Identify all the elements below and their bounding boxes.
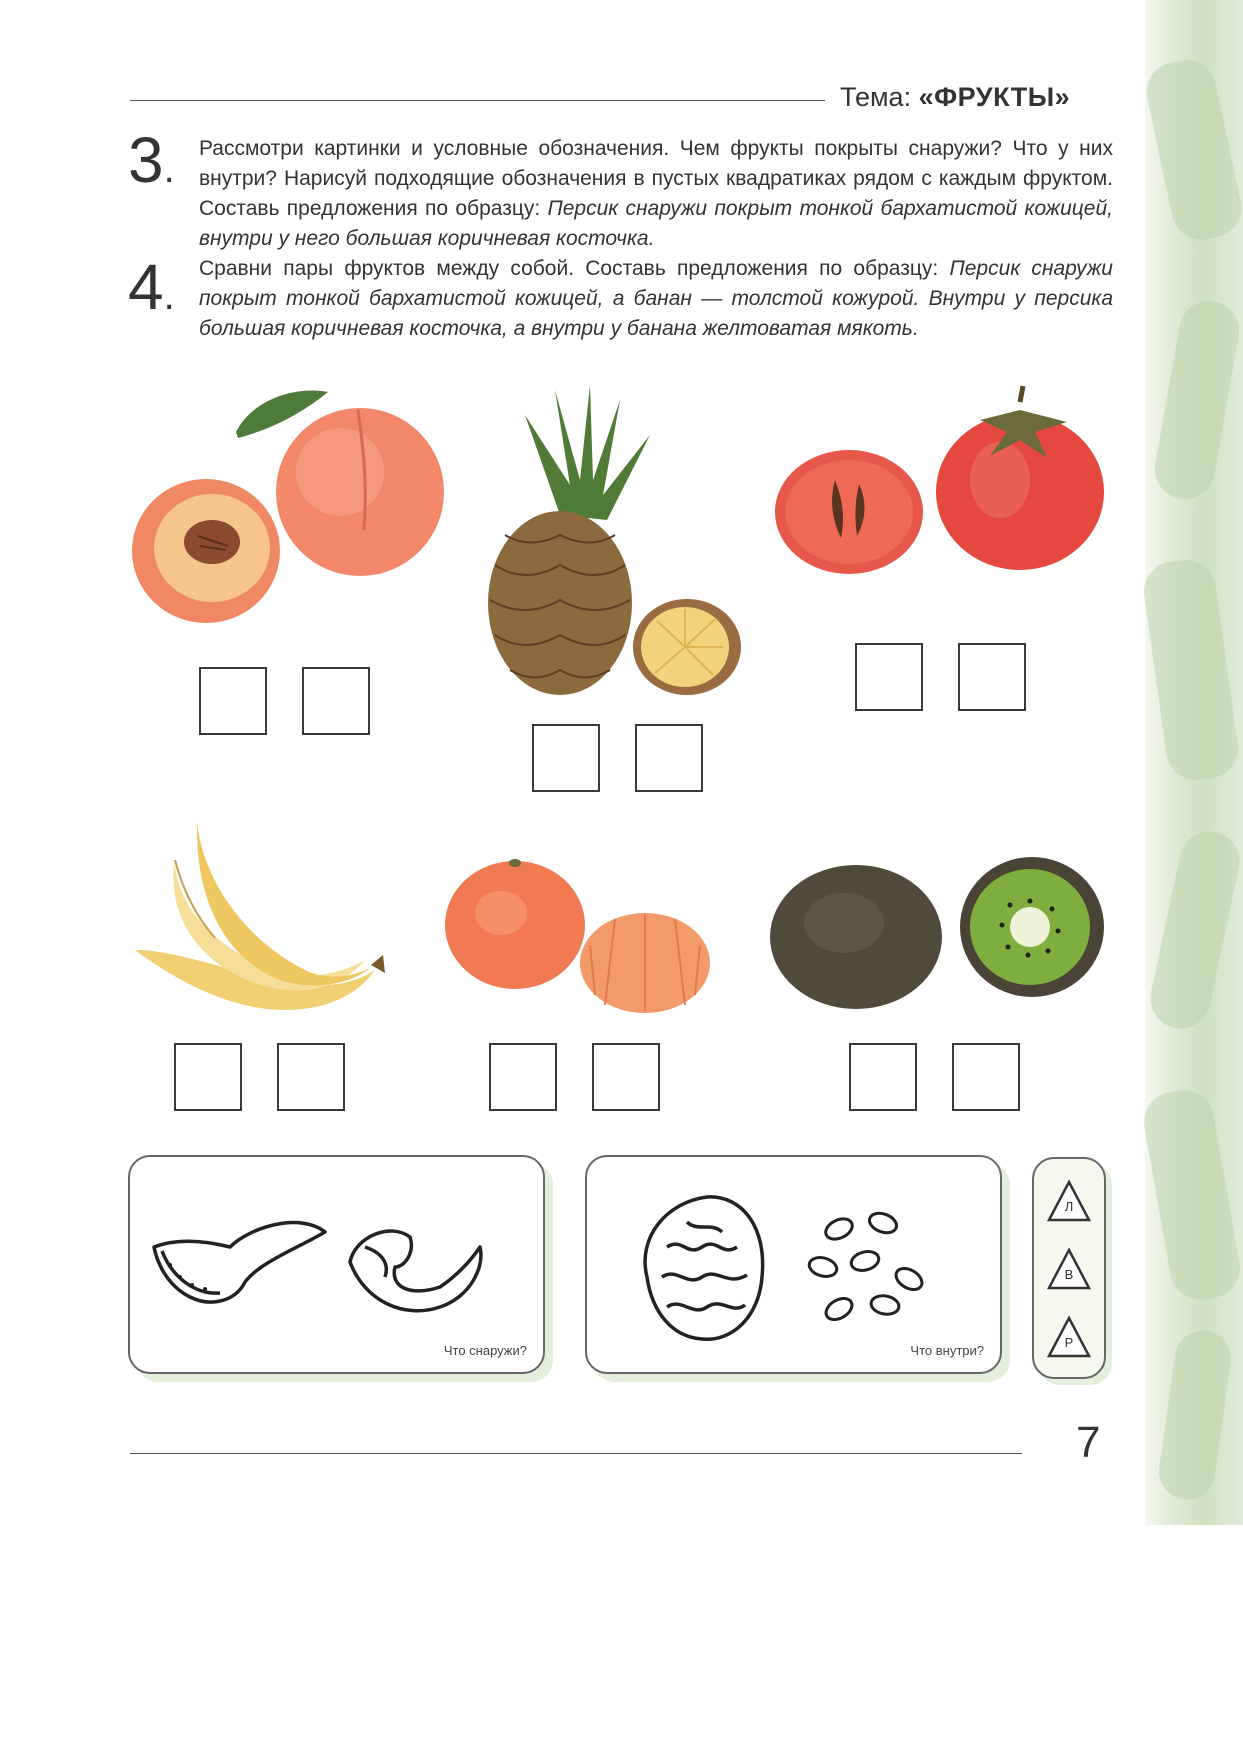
task-3-instructions: Рассмотри картинки и условные обозначения. Чем фрукты покрыты снаружи? Что у них внутри? Нарисуй подходящие обозначения в пустых квадратиках рядом с каждым фруктом. Составь предложения по образцу: [199,137,1113,220]
seed-icon [627,1187,967,1347]
page-number: 7 [1076,1418,1101,1467]
peach-illustration [128,380,458,630]
answer-box-kiwi-inside[interactable] [952,1043,1020,1111]
legend-inside-caption: Что внутри? [910,1343,984,1358]
answer-box-banana-inside[interactable] [277,1043,345,1111]
pineapple-illustration [485,385,755,695]
legend-inside-card [585,1155,1002,1374]
answer-box-persimmon-outside[interactable] [855,643,923,711]
answer-box-peach-inside[interactable] [302,667,370,735]
answer-box-kiwi-outside[interactable] [849,1043,917,1111]
answer-box-mandarin-outside[interactable] [489,1043,557,1111]
answer-box-banana-outside[interactable] [174,1043,242,1111]
peel-icon [150,1207,520,1327]
answer-box-peach-outside[interactable] [199,667,267,735]
topic-value: «ФРУКТЫ» [918,82,1071,112]
legend-outside-card [128,1155,545,1374]
task-3-text [199,134,1113,254]
header-rule [130,100,825,101]
footer-rule [130,1453,1022,1454]
size-triangle-r: Р [1046,1315,1092,1359]
topic-label: Тема: [840,82,912,112]
answer-box-pineapple-inside[interactable] [635,724,703,792]
task-4-example: Персик снаружи покрыт тонкой бархатистой кожицей, а банан — толстой кожурой. Внутри у персика большая коричневая косточка, а внутри у банана желтоватая мякоть. [199,257,1113,340]
size-triangle-l: Л [1046,1179,1092,1223]
task-4-number: 4. [128,251,175,323]
answer-box-pineapple-outside[interactable] [532,724,600,792]
task-4-text [199,254,1113,344]
decorative-green-band [1145,0,1243,1525]
banana-illustration [135,820,395,1020]
persimmon-illustration [775,380,1115,580]
task-3-number: 3. [128,124,175,196]
kiwi-illustration [770,845,1105,1015]
task-4-instructions: Сравни пары фруктов между собой. Составь предложения по образцу: [199,257,950,280]
answer-box-mandarin-inside[interactable] [592,1043,660,1111]
answer-box-persimmon-inside[interactable] [958,643,1026,711]
size-legend-card [1032,1157,1106,1379]
size-triangle-v: В [1046,1247,1092,1291]
legend-outside-caption: Что снаружи? [443,1343,527,1358]
topic-title [840,82,1070,113]
mandarin-illustration [445,855,715,1015]
task-3-example: Персик снаружи покрыт тонкой бархатистой кожицей, внутри у него большая коричневая косточка. [199,197,1114,250]
